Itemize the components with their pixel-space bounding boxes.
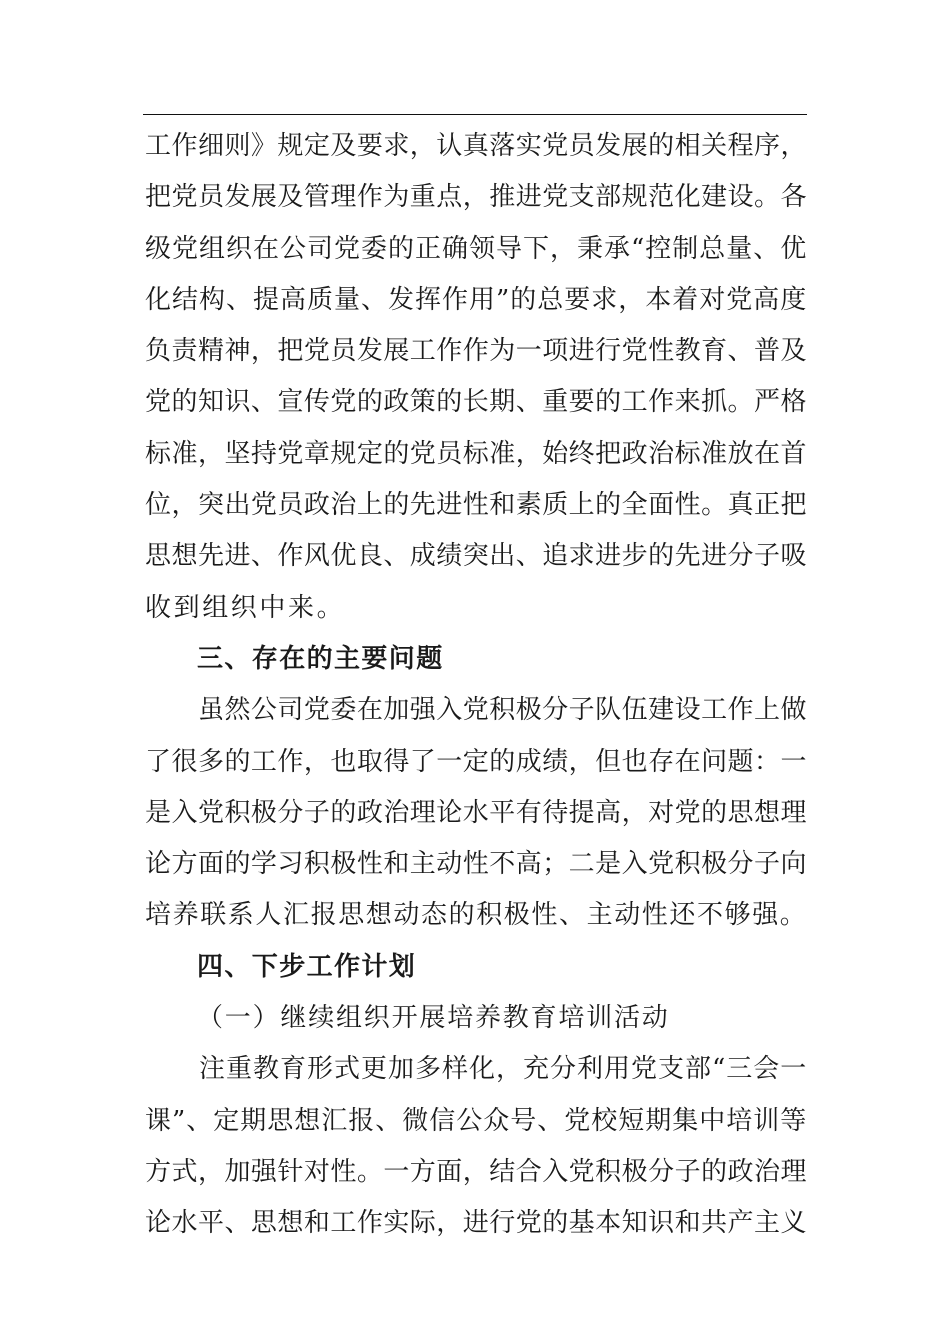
header-rule	[143, 114, 807, 115]
paragraph-line: 是入党积极分子的政治理论水平有待提高，对党的思想理	[145, 797, 808, 828]
document-body	[145, 121, 807, 1250]
paragraph-line: 化结构、提高质量、发挥作用”的总要求，本着对党高度	[145, 284, 808, 315]
paragraph-line: 课”、定期思想汇报、微信公众号、党校短期集中培训等	[145, 1105, 808, 1136]
paragraph-line: 虽然公司党委在加强入党积极分子队伍建设工作上做	[145, 695, 808, 726]
paragraph-line: 思想先进、作风优良、成绩突出、追求进步的先进分子吸	[145, 541, 808, 572]
paragraph-line: 级党组织在公司党委的正确领导下，秉承“控制总量、优	[145, 233, 808, 264]
paragraph-line: 了很多的工作，也取得了一定的成绩，但也存在问题：一	[145, 746, 808, 777]
section-heading-plan: 四、下步工作计划	[197, 951, 417, 982]
section-heading-problems: 三、存在的主要问题	[197, 643, 444, 674]
paragraph-line: 把党员发展及管理作为重点，推进党支部规范化建设。各	[145, 182, 808, 213]
paragraph-line: 注重教育形式更加多样化，充分利用党支部“三会一	[145, 1054, 808, 1085]
paragraph-line: 标准，坚持党章规定的党员标准，始终把政治标准放在首	[145, 438, 808, 469]
paragraph-line: 负责精神，把党员发展工作作为一项进行党性教育、普及	[145, 336, 808, 367]
paragraph-line: 位，突出党员政治上的先进性和素质上的全面性。真正把	[145, 490, 808, 521]
paragraph-line: 党的知识、宣传党的政策的长期、重要的工作来抓。严格	[145, 387, 808, 418]
paragraph-line: 论方面的学习积极性和主动性不高；二是入党积极分子向	[145, 849, 808, 880]
subsection-heading-training: （一）继续组织开展培养教育培训活动	[197, 1003, 670, 1034]
paragraph-line: 收到组织中来。	[145, 592, 346, 623]
paragraph-line: 论水平、思想和工作实际，进行党的基本知识和共产主义	[145, 1208, 808, 1239]
paragraph-line: 方式，加强针对性。一方面，结合入党积极分子的政治理	[145, 1156, 808, 1187]
paragraph-line: 工作细则》规定及要求，认真落实党员发展的相关程序，	[145, 131, 808, 161]
paragraph-line: 培养联系人汇报思想动态的积极性、主动性还不够强。	[145, 900, 808, 931]
